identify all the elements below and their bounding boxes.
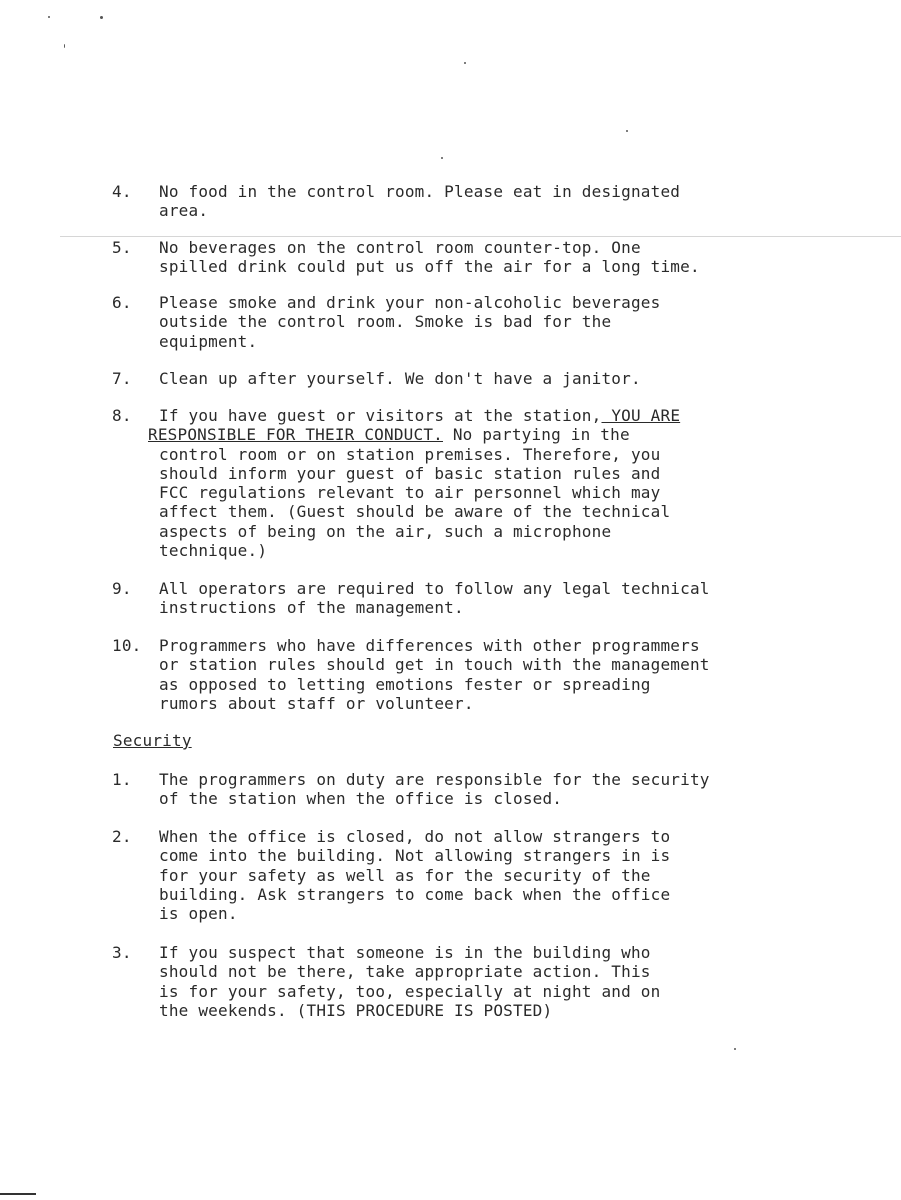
security-line: for your safety as well as for the security of the: [159, 865, 651, 885]
security-number: 3.: [112, 943, 132, 962]
security-line: If you suspect that someone is in the building who: [159, 943, 651, 962]
rule-number: 8.: [112, 406, 132, 425]
rule-line: outside the control room. Smoke is bad for the: [159, 312, 612, 332]
rule-text: [159, 579, 710, 618]
rule-line: Programmers who have differences with other programmers: [159, 636, 700, 655]
rule-line: FCC regulations relevant to air personnel which may: [159, 483, 661, 503]
rule-line: [148, 425, 680, 444]
security-number: 1.: [112, 770, 132, 789]
responsibility-emphasis: RESPONSIBLE FOR THEIR CONDUCT.: [148, 425, 443, 445]
rule-text: [148, 406, 681, 561]
security-text: [159, 770, 710, 809]
rule-line-prefix: If you have guest or visitors at the station,: [159, 406, 602, 425]
rule-line: technique.): [159, 541, 268, 561]
rule-line: All operators are required to follow any legal technical: [159, 579, 710, 598]
rule-line: or station rules should get in touch with the management: [159, 655, 710, 675]
security-heading: Security: [113, 731, 192, 750]
security-line: of the station when the office is closed.: [159, 789, 563, 809]
security-number: 2.: [112, 827, 132, 846]
security-line: is open.: [159, 904, 238, 924]
rule-line: instructions of the management.: [159, 598, 464, 618]
rule-text: [159, 182, 680, 221]
scan-speck: [64, 44, 65, 48]
security-line: The programmers on duty are responsible for the security: [159, 770, 710, 789]
security-line: the weekends. (THIS PROCEDURE IS POSTED): [159, 1000, 553, 1020]
security-line: should not be there, take appropriate action. This: [159, 962, 651, 982]
scan-speck: [48, 16, 50, 18]
scan-speck: [734, 1048, 736, 1050]
responsibility-emphasis: YOU ARE: [601, 406, 681, 425]
rule-line: should inform your guest of basic station rules and: [159, 463, 661, 483]
security-text: [159, 943, 660, 1020]
rule-line: affect them. (Guest should be aware of the technical: [159, 502, 671, 522]
scan-speck: [626, 130, 628, 132]
rule-number: 7.: [112, 369, 132, 388]
scan-artifact-line: [60, 236, 901, 237]
rule-text: [159, 238, 700, 277]
rule-line-rest: No partying in the: [442, 425, 630, 445]
rule-line: control room or on station premises. Therefore, you: [159, 444, 661, 464]
scan-speck: [464, 62, 466, 64]
scan-edge-mark: [0, 1193, 36, 1195]
scan-speck: [100, 16, 103, 19]
rule-text: [159, 293, 660, 351]
security-line: building. Ask strangers to come back when the office: [159, 884, 671, 904]
rule-line: equipment.: [159, 331, 258, 351]
rule-line: area.: [159, 201, 209, 221]
rule-line: No food in the control room. Please eat in designated: [159, 182, 681, 201]
security-line: When the office is closed, do not allow strangers to: [159, 827, 671, 846]
security-text: [159, 827, 670, 923]
rule-number: 6.: [112, 293, 132, 312]
rule-line: Please smoke and drink your non-alcoholic beverages: [159, 293, 661, 312]
rule-line: aspects of being on the air, such a microphone: [159, 521, 612, 541]
scan-speck: [441, 157, 443, 159]
rule-text: [159, 369, 641, 388]
rule-number: 9.: [112, 579, 132, 598]
rule-line: as opposed to letting emotions fester or spreading: [159, 674, 651, 694]
rule-line: rumors about staff or volunteer.: [159, 693, 474, 713]
security-line: is for your safety, too, especially at night and on: [159, 981, 661, 1001]
rule-number: 10.: [112, 636, 142, 655]
security-line: come into the building. Not allowing strangers in is: [159, 846, 671, 866]
rule-line: Clean up after yourself. We don't have a janitor.: [159, 369, 641, 388]
rule-line: spilled drink could put us off the air for a long time.: [159, 257, 700, 277]
rule-number: 4.: [112, 182, 132, 201]
rule-text: [159, 636, 710, 713]
rule-number: 5.: [112, 238, 132, 257]
rule-line: No beverages on the control room counter-top. One: [159, 238, 641, 257]
rule-line: [159, 406, 680, 425]
